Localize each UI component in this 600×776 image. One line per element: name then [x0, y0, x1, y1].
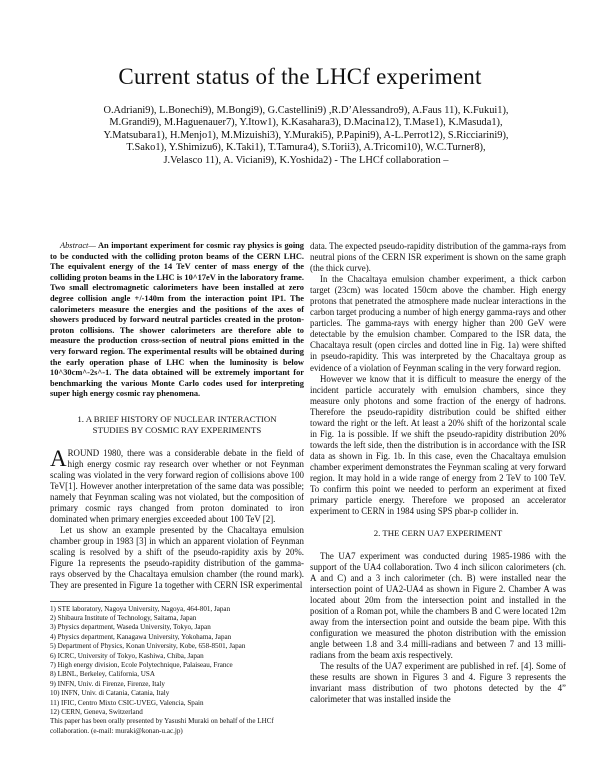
section-heading-line: 1. A BRIEF HISTORY OF NUCLEAR INTERACTION	[77, 413, 277, 424]
section1-paragraph: Let us show an example presented by the Chacaltaya emulsion chamber group in 1983 [3] in which an apparent violation of Feynman scaling is resolved by a shift of the pseudo-rapidity axis by 20%. Figure 1a represents the pseudo-rapidity distribution of the gamma-rays observed by the Chacaltaya emulsion chamber (the round mark). They are presented in Figure 1a together with CERN ISR experimental	[50, 525, 304, 591]
footnote: This paper has been orally presented by Yasushi Muraki on behalf of the LHCf collaboration. (e-mail: muraki@konan-u.ac.jp)	[50, 717, 274, 735]
paragraph-text: ROUND 1980, there was a considerable debate in the field of high energy cosmic ray research over whether or not Feynman scaling was violated in the very forward region of collisions above 100 TeV[1]. However another interpretation of the same data was possible; namely that Feynman scaling was not violated, but the composition of primary cosmic rays changed from proton dominated to iron dominated when primary energies exceeded about 100 TeV [2].	[50, 447, 304, 525]
footnote: 1) STE laboratory, Nagoya University, Nagoya, 464-801, Japan	[50, 604, 231, 613]
left-column	[50, 241, 304, 736]
section-heading-2: 2. THE CERN UA7 EXPERIMENT	[373, 528, 503, 539]
footnote: 4) Physics department, Kanagawa University, Yokohama, Japan	[50, 632, 232, 641]
footnote: 8) LBNL, Berkeley, California, USA	[50, 670, 155, 679]
right-paragraph: The UA7 experiment was conducted during 1985-1986 with the support of the UA4 collaboration. Two 4 inch silicon calorimeters (ch. A and C) and a 3 inch calorimeter (ch. B) were installed near the intersection point of UA2-UA4 as shown in Figure 2. Chamber A was located about 20m from the intersection point and installed in the position of a Roman pot, while the chambers B and C were located 12m away from the intersection point and outside the beam pipe. With this configuration we measured the photon distribution with the emission angle between 1.8 and 3.4 milli-radians and between 7 and 13 milli-radians from the beam axis respectively.	[310, 550, 566, 661]
abstract-label: Abstract—	[60, 241, 96, 250]
right-paragraph: data. The expected pseudo-rapidity distribution of the gamma-rays from neutral pions of the CERN ISR experiment is shown on the same graph (the thick curve).	[310, 241, 566, 274]
author-line: Y.Matsubara1), H.Menjo1), M.Mizuishi3), Y.Muraki5), P.Papini9), A-L.Perrot12), S.Ricciarini9),	[103, 129, 509, 141]
author-line: T.Sako1), Y.Shimizu6), K.Taki1), T.Tamura4), S.Torii3), A.Tricomi10), W.C.Turner8),	[126, 142, 486, 154]
footnote: 11) IFIC, Centro Mixto CSIC-UVEG, Valencia, Spain	[50, 698, 204, 707]
footnote: 5) Department of Physics, Konan University, Kobe, 658-8501, Japan	[50, 642, 246, 651]
right-paragraph: The results of the UA7 experiment are published in ref. [4]. Some of these results are shown in Figures 3 and 4. Figure 3 represents the invariant mass distribution of two photons detected by the 4” calorimeter that was installed inside the	[310, 661, 566, 705]
footnote: 6) ICRC, University of Tokyo, Kashiwa, Chiba, Japan	[50, 651, 204, 660]
author-line: O.Adriani9), L.Bonechi9), M.Bongi9), G.Castellini9) ,R.D’Alessandro9), A.Faus 11), K.Fukui1),	[103, 105, 509, 116]
author-line: M.Grandi9), M.Haguenauer7), Y.Itow1), K.Kasahara3), D.Macina12), T.Mase1), K.Masuda1),	[109, 117, 503, 129]
footnote: 7) High energy division, Ecole Polytechnique, Palaiseau, France	[50, 660, 233, 669]
footnote: 9) INFN, Univ. di Firenze, Firenze, Italy	[50, 679, 165, 688]
footnote: 12) CERN, Geneva, Switzerland	[50, 707, 143, 716]
drop-cap: A	[50, 445, 67, 471]
footnote: 3) Physics department, Waseda University, Tokyo, Japan	[50, 623, 211, 632]
section-heading-line: STUDIES BY COSMIC RAY EXPERIMENTS	[92, 425, 262, 436]
paper-title: Current status of the LHCf experiment	[118, 64, 482, 89]
abstract-text: An important experiment for cosmic ray physics is going to be conducted with the colliding proton beams of the CERN LHC. The equivalent energy of the 14 TeV center of mass energy of the colliding proton beams in the LHC is 10^17eV in the laboratory frame. Two small electromagnetic calorimeters have been installed at zero degree collision angle +/-140m from the interaction point IP1. The calorimeters measure the energies and the positions of the axes of showers produced by forward neutral particles created in the proton-proton collisions. The shower calorimeters are therefore able to measure the production cross-section of neutral pions emitted in the very forward region. The experimental results will be obtained during the early operation phase of LHC when the luminosity is below 10^30cm^-2s^-1. The data obtained will be extremely important for benchmarking the various Monte Carlo codes used for interpreting super high energy cosmic ray phenomena.	[50, 241, 304, 399]
abstract	[50, 241, 304, 400]
author-list	[66, 105, 546, 167]
footnotes	[50, 605, 304, 737]
right-column	[310, 241, 566, 705]
right-paragraph: However we know that it is difficult to measure the energy of the incident particle accurately with emulsion chambers, since they measure only photons and some fraction of the energy of hadrons. Therefore the pseudo-rapidity distribution could be shifted either toward the right or the left. At least a 20% shift of the horizontal scale in Fig. 1a is possible. If we shift the pseudo-rapidity distribution 20% towards the left side, then the distribution is in accordance with the ISR data as shown in Fig. 1b. In this case, even the Chacaltaya emulsion chamber experiment demonstrates the Feynman scaling at very forward region. It may hold in a wide range of energy from 2 TeV to 100 TeV. To confirm this point we needed to perform an experiment at fixed primary particle energy. Therefore we proposed an accelerator experiment to CERN in 1984 using SPS pbar-p collider in.	[310, 373, 566, 517]
footnote: 2) Shibaura Institute of Technology, Saitama, Japan	[50, 613, 197, 622]
section-heading-1	[50, 414, 304, 437]
right-paragraph: In the Chacaltaya emulsion chamber experiment, a thick carbon target (23cm) was located 150cm above the chamber. High energy protons that penetrated the atmosphere made nuclear interactions in the carbon target producing a number of high energy gamma-rays and other particles. The gamma-rays with energy higher than 200 GeV were detectable by the emulsion chamber. Compared to the ISR data, the Chacaltaya result (open circles and dotted line in Fig. 1a) were shifted in pseudo-rapidity. This was interpreted by the Chacaltaya group as evidence of a violation of Feynman scaling in the very forward region.	[310, 274, 566, 373]
footnote-divider	[50, 601, 170, 602]
section1-paragraph	[50, 445, 304, 525]
author-line: J.Velasco 11), A. Viciani9), K.Yoshida2) - The LHCf collaboration –	[163, 154, 449, 166]
footnote: 10) INFN, Univ. di Catania, Catania, Italy	[50, 689, 170, 698]
